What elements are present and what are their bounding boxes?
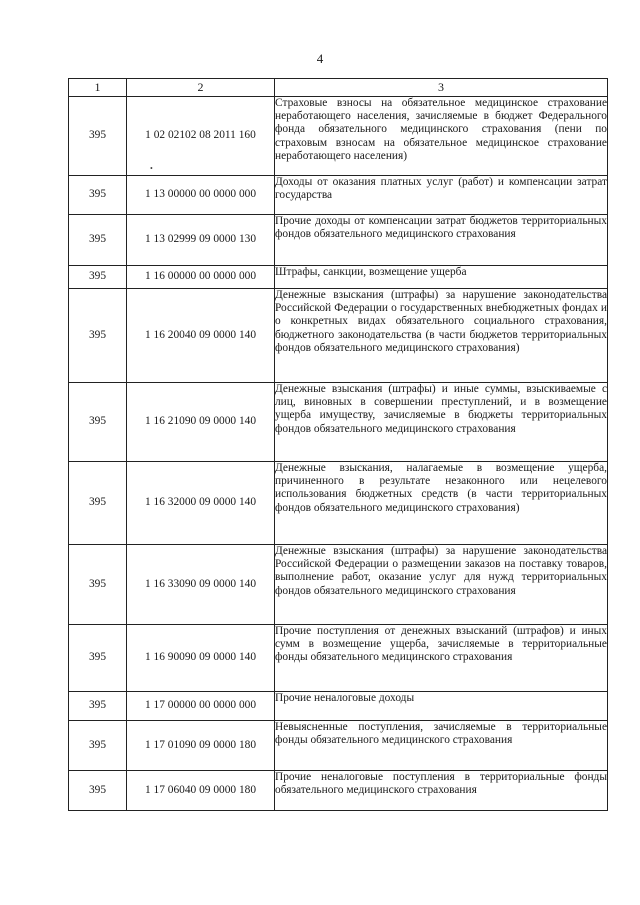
admin-code-cell: 395 [69, 771, 127, 811]
table-row [69, 771, 608, 811]
table-row [69, 625, 608, 692]
admin-code-cell: 395 [69, 625, 127, 692]
table-row [69, 545, 608, 625]
budget-code-cell: 1 13 00000 00 0000 000 [127, 176, 275, 215]
budget-code-cell: 1 17 01090 09 0000 180 [127, 721, 275, 771]
admin-code-cell: 395 [69, 462, 127, 545]
table-row [69, 383, 608, 462]
admin-code-cell: 395 [69, 692, 127, 721]
scan-speck: • [150, 164, 153, 173]
table-row [69, 176, 608, 215]
admin-code-cell: 395 [69, 266, 127, 289]
admin-code-cell: 395 [69, 721, 127, 771]
revenue-name-cell: Денежные взыскания, налагаемые в возмещение ущерба, причиненного в результате незаконного или нецелевого использования бюджетных средств (в части территориальных фондов обязательного медицинского страхования) [275, 462, 608, 545]
budget-code-cell: 1 02 02102 08 2011 160 [127, 97, 275, 176]
admin-code-cell: 395 [69, 545, 127, 625]
table-row [69, 289, 608, 383]
table-row [69, 721, 608, 771]
admin-code-cell: 395 [69, 383, 127, 462]
revenue-name-cell: Прочие неналоговые доходы [275, 692, 608, 721]
budget-code-cell: 1 17 06040 09 0000 180 [127, 771, 275, 811]
table-row [69, 97, 608, 176]
revenue-name-cell: Штрафы, санкции, возмещение ущерба [275, 266, 608, 289]
admin-code-cell: 395 [69, 176, 127, 215]
page-number: 4 [316, 51, 324, 66]
column-header-1: 1 [69, 79, 127, 97]
revenue-name-cell: Страховые взносы на обязательное медицинское страхование неработающего населения, зачисляемые в бюджет Федерального фонда обязательного медицинского страхования (пени по страховым взносам на обязательное медицинское страхование неработающего населения) [275, 97, 608, 176]
revenue-name-cell: Денежные взыскания (штрафы) и иные суммы, взыскиваемые с лиц, виновных в совершении преступлений, и в возмещение ущерба имуществу, зачисляемые в бюджеты территориальных фондов обязательного медицинского страхования [275, 383, 608, 462]
table-row [69, 266, 608, 289]
header-row [69, 79, 608, 97]
admin-code-cell: 395 [69, 289, 127, 383]
column-header-2: 2 [127, 79, 275, 97]
budget-code-cell: 1 16 33090 09 0000 140 [127, 545, 275, 625]
admin-code-cell: 395 [69, 215, 127, 266]
revenue-name-cell: Денежные взыскания (штрафы) за нарушение законодательства Российской Федерации о размещении заказов на поставку товаров, выполнение работ, оказание услуг для нужд территориальных фондов обязательного медицинского страхования [275, 545, 608, 625]
admin-code-cell: 395 [69, 97, 127, 176]
revenue-name-cell: Прочие доходы от компенсации затрат бюджетов территориальных фондов обязательного медицинского страхования [275, 215, 608, 266]
revenue-name-cell: Доходы от оказания платных услуг (работ) и компенсации затрат государства [275, 176, 608, 215]
budget-code-cell: 1 16 21090 09 0000 140 [127, 383, 275, 462]
table-row [69, 215, 608, 266]
revenue-name-cell: Невыясненные поступления, зачисляемые в территориальные фонды обязательного медицинского страхования [275, 721, 608, 771]
budget-code-cell: 1 16 90090 09 0000 140 [127, 625, 275, 692]
revenue-name-cell: Денежные взыскания (штрафы) за нарушение законодательства Российской Федерации о государственных внебюджетных фондах и о конкретных видах обязательного социального страхования, бюджетного законодательства (в части бюджетов территориальных фондов обязательного медицинского страхования) [275, 289, 608, 383]
table-row [69, 692, 608, 721]
revenue-name-cell: Прочие неналоговые поступления в территориальные фонды обязательного медицинского страхования [275, 771, 608, 811]
budget-code-cell: 1 16 20040 09 0000 140 [127, 289, 275, 383]
budget-code-cell: 1 17 00000 00 0000 000 [127, 692, 275, 721]
budget-code-cell: 1 16 32000 09 0000 140 [127, 462, 275, 545]
budget-code-cell: 1 16 00000 00 0000 000 [127, 266, 275, 289]
column-header-3: 3 [275, 79, 608, 97]
table-row [69, 462, 608, 545]
revenue-codes-table [68, 78, 608, 811]
budget-code-cell: 1 13 02999 09 0000 130 [127, 215, 275, 266]
revenue-name-cell: Прочие поступления от денежных взысканий (штрафов) и иных сумм в возмещение ущерба, зачисляемые в территориальные фонды обязательного медицинского страхования [275, 625, 608, 692]
